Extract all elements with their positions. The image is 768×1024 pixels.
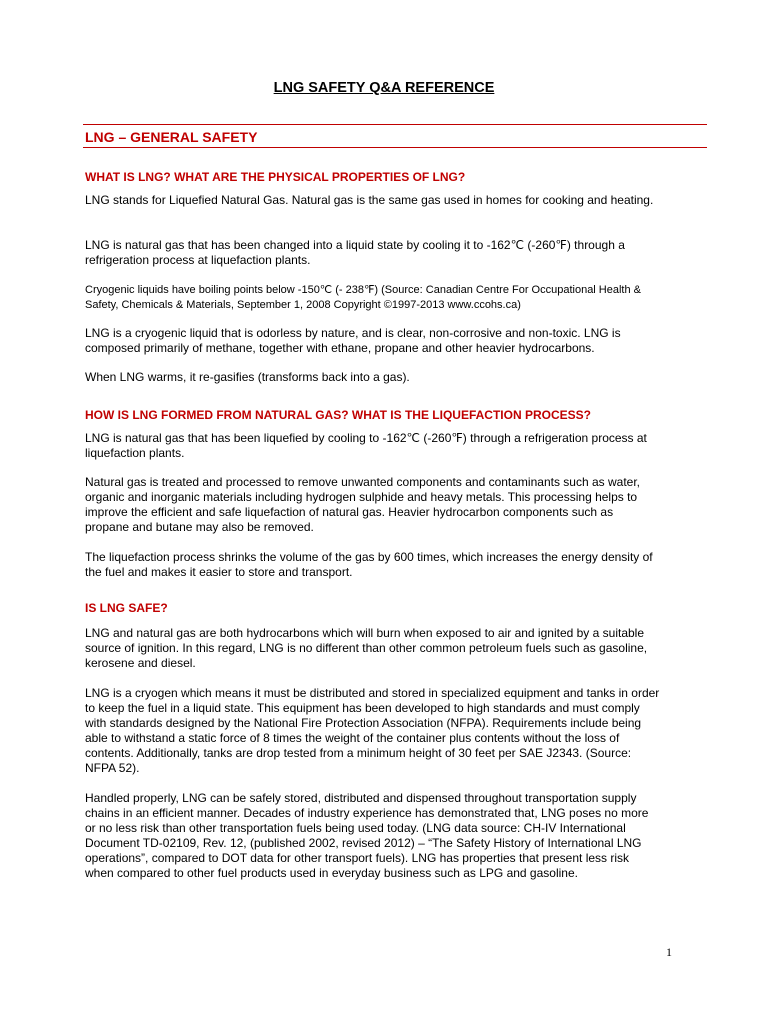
section-title: LNG – GENERAL SAFETY <box>85 129 258 145</box>
question-heading: HOW IS LNG FORMED FROM NATURAL GAS? WHAT IS THE LIQUEFACTION PROCESS? <box>85 408 591 422</box>
page-number: 1 <box>666 945 672 959</box>
document-title: LNG SAFETY Q&A REFERENCE <box>273 80 495 96</box>
paragraph: LNG stands for Liquefied Natural Gas. Natural gas is the same gas used in homes for cooking and heating. <box>85 193 654 207</box>
paragraph: Handled properly, LNG can be safely stored, distributed and dispensed throughout transportation supply chains in an efficient manner. Decades of industry experience has demonstrated that, LNG poses no more or no less risk than other transportation fuels being used today. (LNG data source: CH-IV International Document TD-02109, Rev. 12, (published 2002, revised 2012) – “The Safety History of International LNG operations”, compared to DOT data for other transport fuels). LNG has properties that present less risk when compared to other fuel products used in everyday business such as LPG and gasoline. <box>85 791 649 880</box>
paragraph: LNG is a cryogenic liquid that is odorless by nature, and is clear, non-corrosive and non-toxic. LNG is composed primarily of methane, together with ethane, propane and other heavier hydrocarbons. <box>85 326 621 355</box>
question-heading: IS LNG SAFE? <box>85 601 168 615</box>
question-heading: WHAT IS LNG? WHAT ARE THE PHYSICAL PROPERTIES OF LNG? <box>85 170 466 184</box>
paragraph: LNG is a cryogen which means it must be distributed and stored in specialized equipment and tanks in order to keep the fuel in a liquid state. This equipment has been developed to high standards and must comply with standards designed by the National Fire Protection Association (NFPA). Requirements include being able to withstand a static force of 8 times the weight of the container plus contents without the loss of contents. Additionally, tanks are drop tested from a minimum height of 30 feet per SAE J2343. (Source: NFPA 52). <box>85 686 660 775</box>
paragraph: When LNG warms, it re-gasifies (transforms back into a gas). <box>85 370 410 384</box>
paragraph: Cryogenic liquids have boiling points below -150℃ (- 238℉) (Source: Canadian Centre For Occupational Health & Safety, Chemicals & Materials, September 1, 2008 Copyright ©1997-2013 www.ccohs.ca) <box>85 284 641 311</box>
paragraph: The liquefaction process shrinks the volume of the gas by 600 times, which increases the energy density of the fuel and makes it easier to store and transport. <box>85 550 653 579</box>
paragraph: Natural gas is treated and processed to remove unwanted components and contaminants such as water, organic and inorganic materials including hydrogen sulphide and heavy metals. This processing helps to improve the efficient and safe liquefaction of natural gas. Heavier hydrocarbon components such as propane and butane may also be removed. <box>85 475 640 534</box>
paragraph: LNG is natural gas that has been liquefied by cooling to -162℃ (-260℉) through a refrigeration process at liquefaction plants. <box>85 431 647 460</box>
paragraph: LNG is natural gas that has been changed into a liquid state by cooling it to -162℃ (-260℉) through a refrigeration process at liquefaction plants. <box>85 238 625 267</box>
paragraph: LNG and natural gas are both hydrocarbons which will burn when exposed to air and ignited by a suitable source of ignition. In this regard, LNG is no different than other common petroleum fuels such as gasoline, kerosene and diesel. <box>85 626 648 670</box>
section-header <box>83 124 707 148</box>
